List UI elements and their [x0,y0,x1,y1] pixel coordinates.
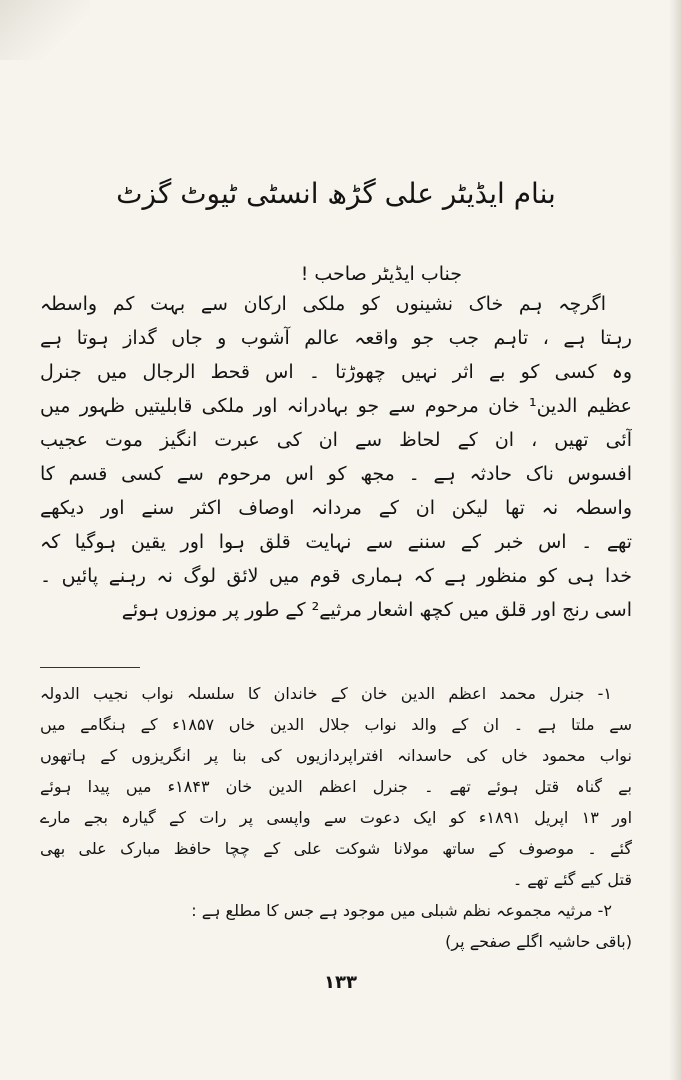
footnote-line: بے گناہ قتل ہوئے تھے ۔ جنرل اعظم الدین خان ۱۸۴۳ء میں پیدا ہوئے [40,777,632,796]
footnote-line: ۲- مرثیہ مجموعہ نظم شبلی میں موجود ہے جس کا مطلع ہے : [191,901,612,920]
footnote-line: (باقی حاشیہ اگلے صفحے پر) [445,932,632,951]
page-number: ۱۳۳ [324,972,357,993]
letter-body [40,287,632,627]
footnote-line: گئے ۔ موصوف کے ساتھ مولانا شوکت علی کے چچا حافظ مبارک علی بھی [40,839,632,858]
footnotes [40,678,632,957]
body-line: رہتا ہے ، تاہم جب جو واقعہ عالم آشوب و جاں گداز ہوتا ہے [40,327,632,349]
body-line: اگرچہ ہم خاک نشینوں کو ملکی ارکان سے بہت کم واسطہ [40,293,606,315]
body-line: عظیم الدین¹ خان مرحوم سے جو بہادرانہ اور ملکی قابلیتیں ظہور میں [40,395,632,417]
body-line: آئی تھیں ، ان کے لحاظ سے ان کی عبرت انگیز موت عجیب [40,429,632,451]
body-line: وہ کسی کو بے اثر نہیں چھوڑتا ۔ اس قحط الرجال میں جنرل [40,361,632,383]
salutation: جناب ایڈیٹر صاحب ! [300,263,462,285]
footnote-line: سے ملتا ہے ۔ ان کے والد نواب جلال الدین خاں ۱۸۵۷ء کے ہنگامے میں [40,715,632,734]
body-line: تھے ۔ اس خبر کے سننے سے نہایت قلق ہوا اور یقین ہوگیا کہ [40,531,632,553]
footnote-line: قتل کیے گئے تھے ۔ [512,870,632,889]
footnote-divider [40,667,140,668]
body-line: واسطہ نہ تھا لیکن ان کے مردانہ اوصاف اکثر سنے اور دیکھے [40,497,632,519]
body-line: افسوس ناک حادثہ ہے ۔ مجھ کو اس مرحوم سے کسی قسم کا [40,463,632,485]
letter-heading: بنام ایڈیٹر علی گڑھ انسٹی ٹیوٹ گزٹ [116,177,556,210]
footnote-line: نواب محمود خاں کی حاسدانہ افتراپردازیوں کی بنا پر انگریزوں کے ہاتھوں [40,746,632,765]
body-line: اسی رنج اور قلق میں کچھ اشعار مرثیے² کے طور پر موزوں ہوئے [121,599,632,621]
footnote-line: ۱- جنرل محمد اعظم الدین خان کے خاندان کا سلسلہ نواب نجیب الدولہ [40,684,612,703]
footnote-line: اور ۱۳ اپریل ۱۸۹۱ء کو ایک دعوت سے واپسی پر رات کے گیارہ بجے مارے [40,808,632,827]
body-line: خدا ہی کو منظور ہے کہ ہماری قوم میں لائق لوگ نہ رہنے پائیں ۔ [40,565,632,587]
